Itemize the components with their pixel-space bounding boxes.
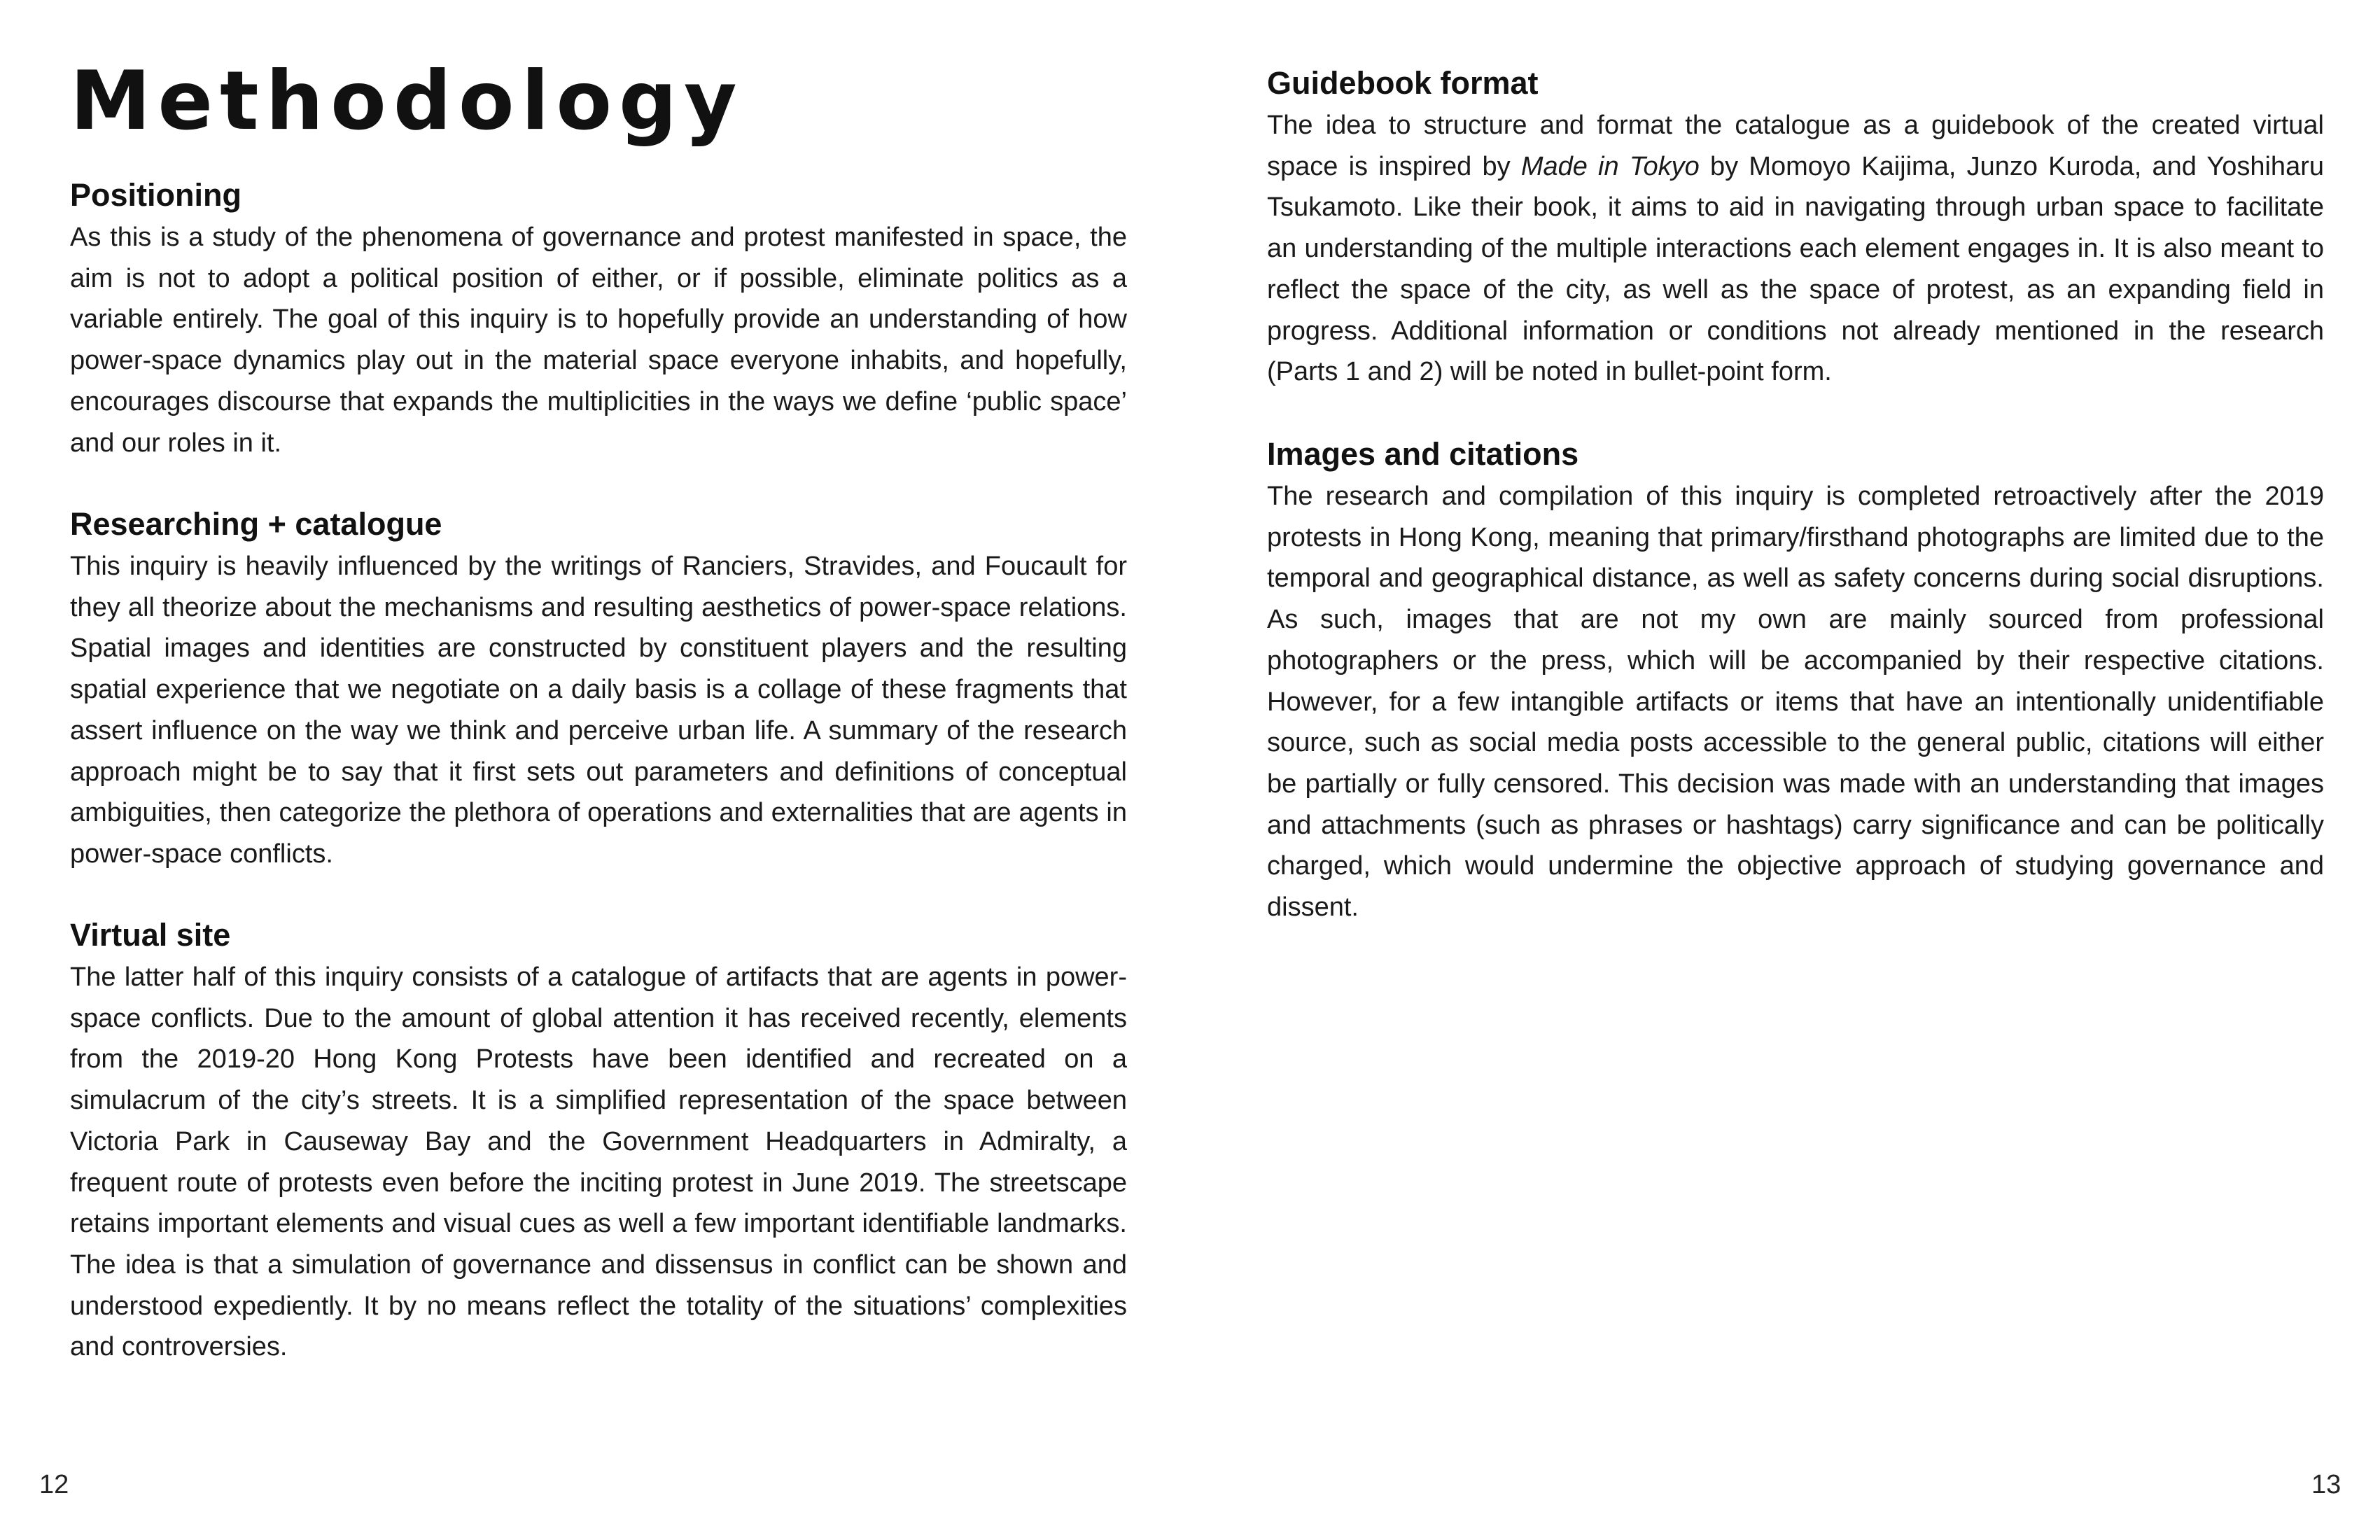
page-title: Methodology xyxy=(70,54,744,148)
section-body: This inquiry is heavily influenced by the writings of Ranciers, Stravides, and Foucault for they all theorize about the mechanisms and resulting aesthetics of power-space relations. Spatial images and identities are constructed by constituent players and the resulting spatial experience that we negotiate on a daily basis is a collage of these fragments that assert influence on the way we think and perceive urban life. A summary of the research approach might be to say that it first sets out parameters and definitions of conceptual ambiguities, then categorize the plethora of operations and externalities that are agents in power-space conflicts. xyxy=(70,552,1127,869)
book-title: Made in Tokyo xyxy=(1520,151,1700,181)
section-heading: Researching + catalogue xyxy=(70,506,442,542)
section-virtual-site xyxy=(70,913,1127,1368)
section-positioning xyxy=(70,174,1127,463)
page-number-left: 12 xyxy=(39,1470,69,1499)
section-heading: Guidebook format xyxy=(1267,65,1539,101)
page-number-right: 13 xyxy=(2311,1470,2342,1499)
section-body: The research and compilation of this inquiry is completed retroactively after the 2019 protests in Hong Kong, meaning that primary/firsthand photographs are limited due to the temporal and geographical distance, as well as safety concerns during social disruptions. As such, images that are not my own are mainly sourced from professional photographers or the press, which will be accompanied by their respective citations. However, for a few intangible artifacts or items that have an intentionally unidentifiable source, such as social media posts accessible to the general public, citations will either be partially or fully censored. This decision was made with an understanding that images and attachments (such as phrases or hashtags) carry significance and can be politically charged, which would undermine the objective approach of studying governance and dissent. xyxy=(1267,482,2324,923)
section-body xyxy=(1267,105,2324,393)
right-page xyxy=(1267,0,2324,1540)
section-images-citations xyxy=(1267,433,2324,928)
section-heading: Images and citations xyxy=(1267,436,1579,472)
section-body: As this is a study of the phenomena of governance and protest manifested in space, the aim is not to adopt a political position of either, or if possible, eliminate politics as a variable entirely. The goal of this inquiry is to hopefully provide an understanding of how power-space dynamics play out in the material space everyone inhabits, and hopefully, encourages discourse that expands the multiplicities in the ways we define ‘public space’ and our roles in it. xyxy=(70,223,1127,458)
section-guidebook-format xyxy=(1267,62,2324,393)
section-heading: Positioning xyxy=(70,177,241,213)
body-text: by Momoyo Kaijima, Junzo Kuroda, and Yoshiharu Tsukamoto. Like their book, it aims to aid in navigating through urban space to facilitate an understanding of the multiple interactions each element engages in. It is also meant to reflect the space of the city, as well as the space of protest, as an expanding field in progress. Additional information or conditions not already mentioned in the research (Parts 1 and 2) will be noted in bullet-point form. xyxy=(1267,151,2324,387)
section-body: The latter half of this inquiry consists of a catalogue of artifacts that are agents in power-space conflicts. Due to the amount of global attention it has received recently, elements from the 2019-20 Hong Kong Protests have been identified and recreated on a simulacrum of the city’s streets. It is a simplified representation of the space between Victoria Park in Causeway Bay and the Government Headquarters in Admiralty, a frequent route of protests even before the inciting protest in June 2019. The streetscape retains important elements and visual cues as well a few important identifiable landmarks. The idea is that a simulation of governance and dissensus in conflict can be shown and understood expediently. It by no means reflect the totality of the situations’ complexities and controversies. xyxy=(70,962,1127,1362)
body-text: The idea to structure and format the catalogue as a guidebook of the created virtual space is inspired by xyxy=(1267,111,2324,181)
section-heading: Virtual site xyxy=(70,917,231,953)
left-page xyxy=(70,0,1127,1540)
section-researching-catalogue xyxy=(70,503,1127,875)
